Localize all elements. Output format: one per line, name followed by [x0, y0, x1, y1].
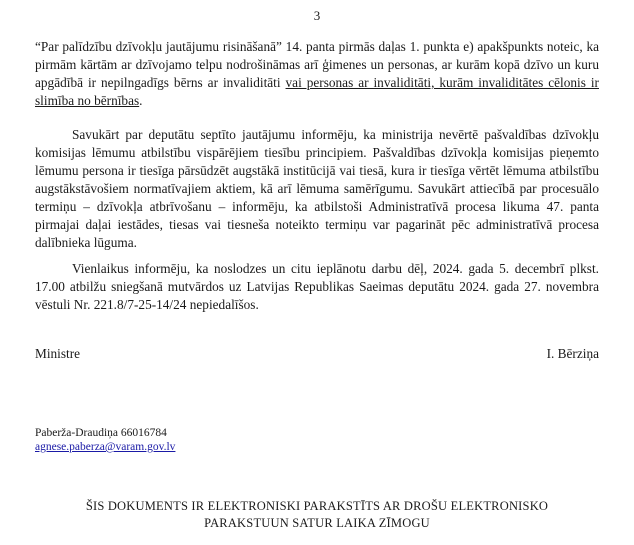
signature-block — [35, 346, 599, 362]
body-paragraph-3 — [35, 260, 599, 314]
notice-line-2: PARAKSTUUN SATUR LAIKA ZĪMOGU — [204, 516, 430, 530]
paragraph-1-end: . — [139, 93, 143, 108]
notice-line-1: ŠIS DOKUMENTS IR ELEKTRONISKI PARAKSTĪTS AR DROŠU ELEKTRONISKO — [85, 499, 549, 513]
electronic-signature-notice — [0, 498, 634, 532]
body-paragraph-1 — [35, 38, 599, 110]
body-paragraph-2 — [35, 126, 599, 252]
signer-name: I. Bērziņa — [546, 346, 599, 361]
signer-title: Ministre — [35, 346, 81, 361]
contact-block — [35, 426, 175, 454]
paragraph-2-text: Savukārt par deputātu septīto jautājumu informēju, ka ministrija nevērtē pašvaldības dzīvokļu komisijas lēmumu atbilstību vispārējiem tiesību principiem. Pašvaldības dzīvokļa komisijas pieņemto lēmumu persona ir tiesīga pārsūdzēt augstākā institūcijā vai tiesā, kura ir tiesīga vērtēt lēmuma atbilstību augstākstāvošiem normatīvajiem aktiem, kā arī lēmuma samērīgumu. Savukārt attiecībā par procesuālo termiņu – dzīvokļa atbrīvošanu – informēju, ka atbilstoši Administratīvā procesa likuma 47. panta pirmajai daļai iestādes, tiesas vai tiesneša noteikto termiņu var pagarināt pēc administratīvā procesa dalībnieka lūguma. — [35, 127, 599, 250]
page-number: 3 — [313, 8, 321, 23]
paragraph-1-underlined-text: vai personas ar invaliditāti, kurām invaliditātes cēlonis ir slimība no bērnības — [35, 75, 599, 108]
paragraph-1-text: “Par palīdzību dzīvokļu jautājumu risināšanā” 14. panta pirmās daļas 1. punkta e) apakšpunkts noteic, ka pirmām kārtām ar dzīvojamo telpu nodrošināmas arī ģimenes un personas, ar kurām kopā dzīvo un kuru apgādībā ir nepilngadīgs bērns ar invaliditāti — [35, 39, 599, 90]
contact-name-phone: Paberža-Draudiņa 66016784 — [35, 427, 167, 439]
contact-email-link[interactable]: agnese.paberza@varam.gov.lv — [35, 441, 176, 453]
paragraph-3-text: Vienlaikus informēju, ka noslodzes un citu ieplānotu darbu dēļ, 2024. gada 5. decembrī plkst. 17.00 atbilžu sniegšanā mutvārdos uz Latvijas Republikas Saeimas deputātu 2024. gada 27. novembra vēstuli Nr. 221.8/7-25-14/24 nepiedalīšos. — [35, 261, 599, 312]
